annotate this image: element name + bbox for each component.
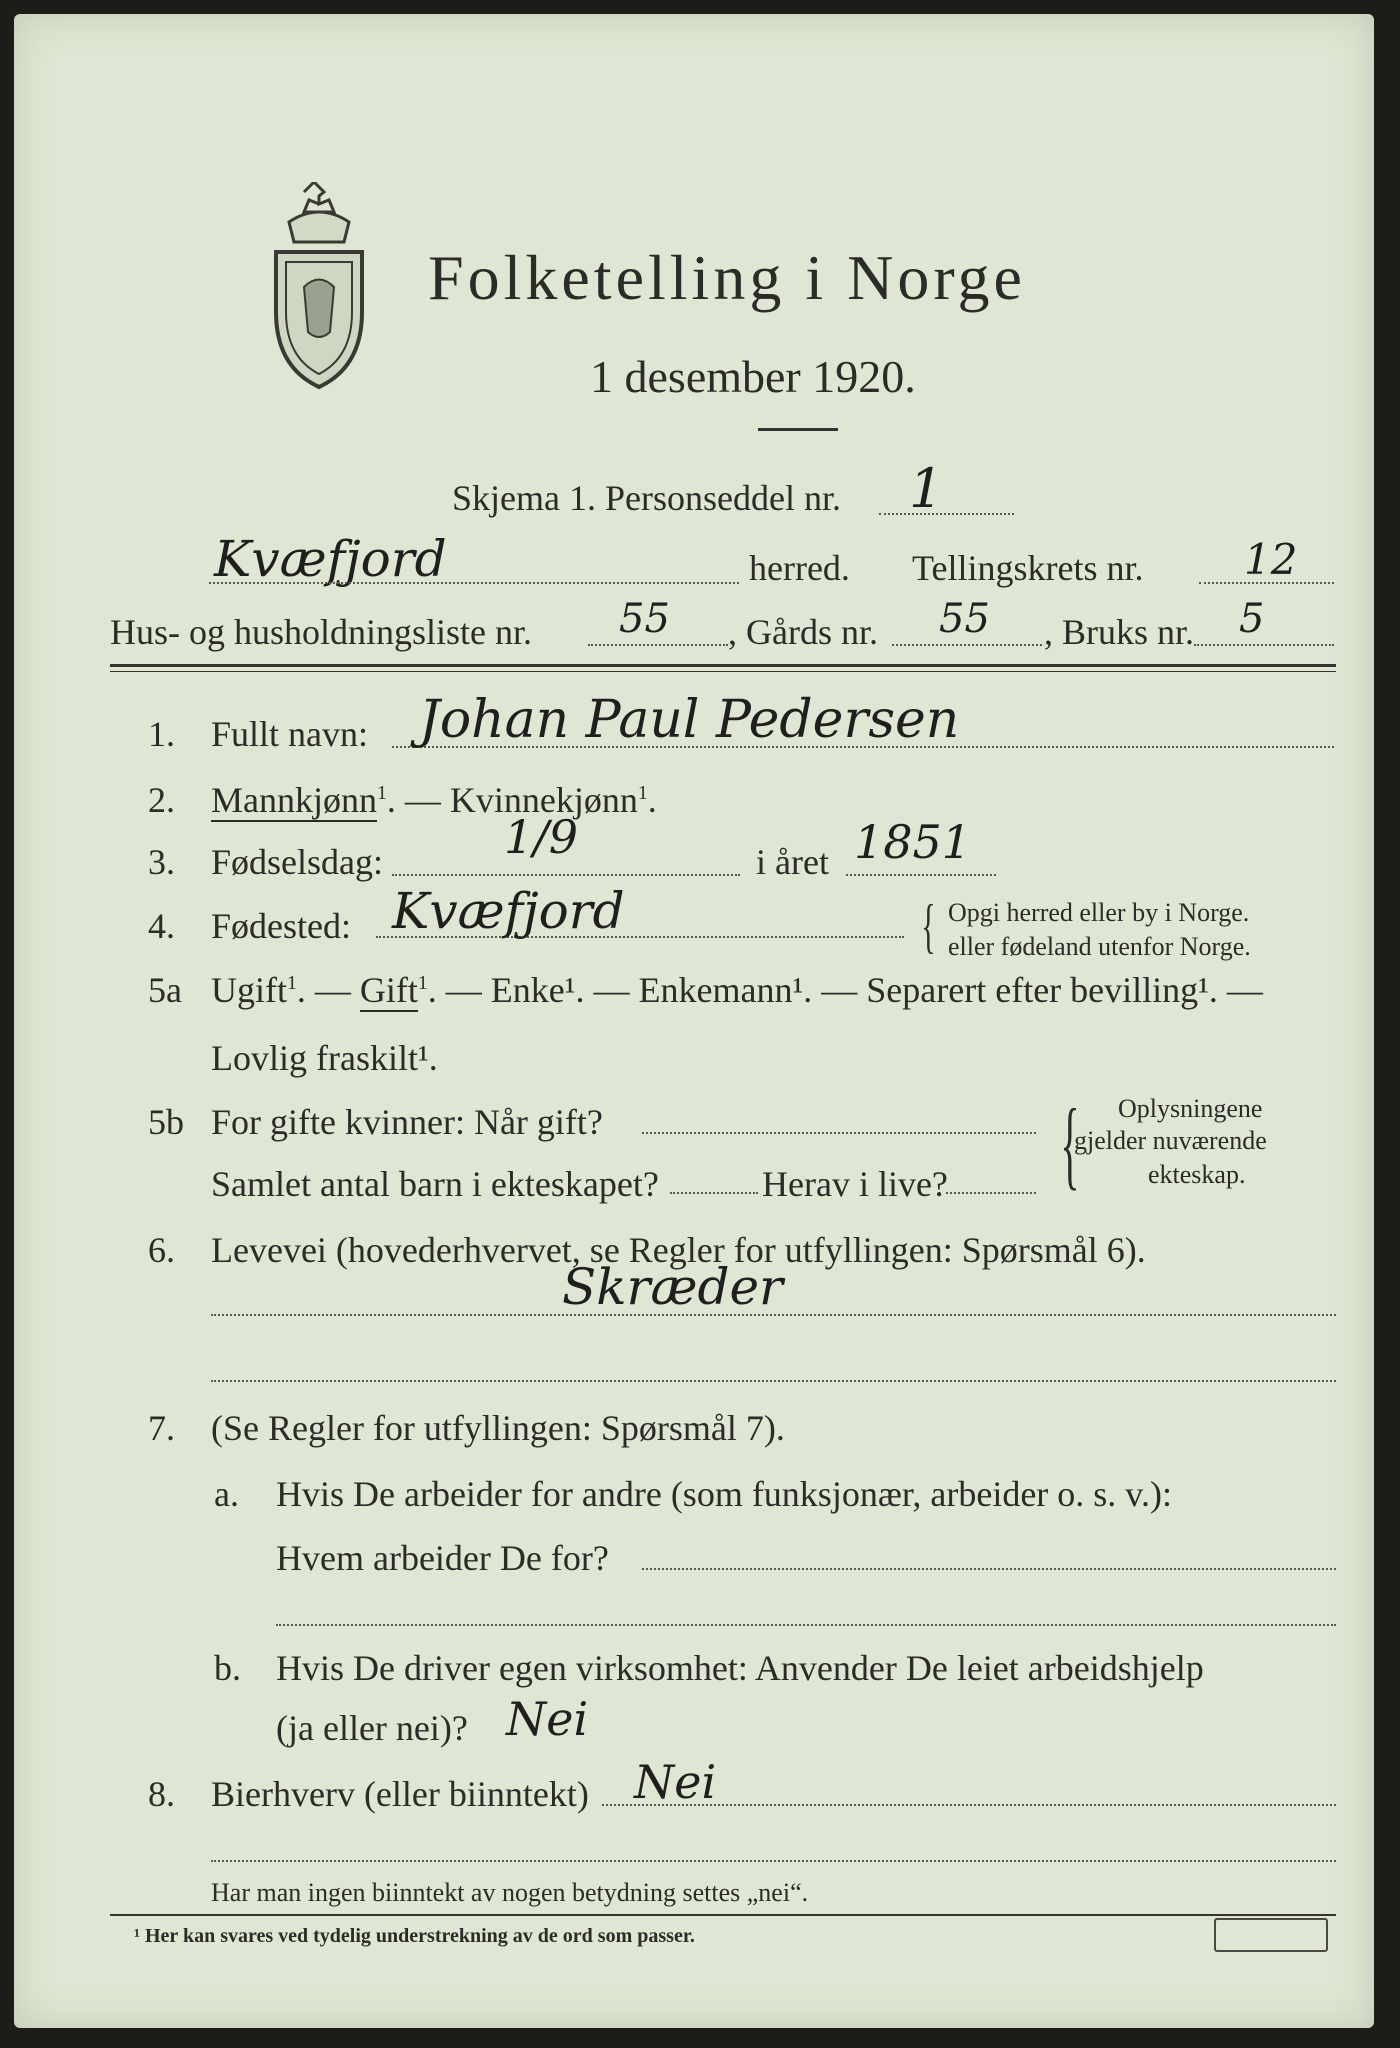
q4-note-1: Opgi herred eller by i Norge. — [948, 898, 1250, 927]
q7-label: (Se Regler for utfyllingen: Spørsmål 7). — [211, 1408, 785, 1448]
footnote: ¹ Her kan svares ved tydelig understrekning av de ord som passer. — [134, 1925, 695, 1947]
bruks-value: 5 — [1239, 596, 1265, 642]
q3-value: 1/9 — [504, 810, 579, 864]
printer-stamp — [1214, 1918, 1328, 1952]
q7a-line-2 — [276, 1624, 1336, 1626]
census-date: 1 desember 1920. — [590, 351, 916, 402]
q2-line: Mannkjønn$^1$. — Kvinnekjønn$^1$. — [211, 780, 657, 820]
q5a-line: Ugift$^1$. — Gift$^1$. — Enke¹. — Enkemann¹. — Separert efter bevilling¹. — — [211, 970, 1263, 1010]
q5b-label: For gifte kvinner: Når gift? — [211, 1102, 603, 1142]
q7a-label-2: Hvem arbeider De for? — [276, 1538, 609, 1578]
gards-label: , Gårds nr. — [728, 612, 878, 652]
q5a-ugift: Ugift — [211, 970, 287, 1010]
q2-end: . — [647, 780, 657, 820]
q5b-note-3: ekteskap. — [1148, 1160, 1246, 1189]
q1-label: Fullt navn: — [211, 714, 369, 754]
herred-label: herred. — [749, 548, 850, 588]
q8-number: 8. — [148, 1774, 175, 1814]
q6-value: Skræder — [562, 1258, 783, 1316]
bruks-line — [1194, 644, 1334, 646]
q2-number: 2. — [148, 780, 175, 820]
form-title: Folketelling i Norge — [428, 242, 1026, 313]
q7a-letter: a. — [214, 1474, 239, 1514]
q1-value: Johan Paul Pedersen — [419, 690, 960, 750]
footer-note: Har man ingen biinntekt av nogen betydning settes „nei“. — [211, 1878, 809, 1907]
q3-year-label: i året — [756, 842, 829, 882]
q2-male-option: Mannkjønn — [211, 780, 377, 820]
title-divider — [758, 428, 838, 431]
q6-number: 6. — [148, 1230, 175, 1270]
header-double-rule-2 — [110, 671, 1336, 672]
personseddel-value: 1 — [909, 457, 944, 520]
q5b-label-3: Herav i live? — [762, 1164, 948, 1204]
census-form-sheet — [14, 14, 1374, 2028]
husliste-label: Hus- og husholdningsliste nr. — [110, 612, 533, 652]
q5a-rest: . — Enke¹. — Enkemann¹. — Separert efter bevilling¹. — — [427, 970, 1263, 1010]
personseddel-line — [879, 513, 1014, 515]
gards-line — [892, 644, 1042, 646]
q4-note-2: eller fødeland utenfor Norge. — [948, 932, 1251, 961]
q5b-brace: { — [1060, 1088, 1080, 1199]
q6-line-1 — [211, 1314, 1336, 1316]
q4-number: 4. — [148, 906, 175, 946]
footnote-rule — [110, 1914, 1336, 1916]
q5a-line-2: Lovlig fraskilt¹. — [211, 1038, 438, 1078]
q2-female-option: . — Kvinnekjønn — [386, 780, 638, 820]
q6-label: Levevei (hovederhvervet, se Regler for utfyllingen: Spørsmål 6). — [211, 1230, 1146, 1270]
q5b-note-2: gjelder nuværende — [1074, 1126, 1267, 1155]
q5b-note-1: Oplysningene — [1118, 1094, 1263, 1123]
q5b-label-2: Samlet antal barn i ekteskapet? — [211, 1164, 659, 1204]
q8-label: Bierhverv (eller biinntekt) — [211, 1774, 589, 1814]
herred-line — [209, 582, 739, 584]
q3-line — [392, 874, 740, 876]
q1-number: 1. — [148, 714, 175, 754]
q3-label: Fødselsdag: — [211, 842, 384, 882]
q3-year-line — [846, 874, 996, 876]
husliste-value: 55 — [619, 596, 670, 642]
header-double-rule-1 — [110, 664, 1336, 667]
q7b-value: Nei — [506, 1692, 589, 1746]
herred-value: Kvæfjord — [214, 530, 447, 588]
q7-number: 7. — [148, 1408, 175, 1448]
q5a-number: 5a — [148, 970, 182, 1010]
skjema-label: Skjema 1. Personseddel nr. — [452, 478, 841, 518]
q7a-label: Hvis De arbeider for andre (som funksjonær, arbeider o. s. v.): — [276, 1474, 1172, 1514]
husliste-line — [588, 644, 728, 646]
q5b-children-line — [670, 1192, 758, 1194]
q7b-label: Hvis De driver egen virksomhet: Anvender De leiet arbeidshjelp — [276, 1648, 1204, 1688]
q4-label: Fødested: — [211, 906, 351, 946]
gards-value: 55 — [939, 596, 990, 642]
q8-line-2 — [211, 1860, 1336, 1862]
q5b-alive-line — [946, 1192, 1036, 1194]
q3-number: 3. — [148, 842, 175, 882]
q7b-letter: b. — [214, 1648, 241, 1688]
q7a-line-1 — [642, 1568, 1336, 1570]
q5a-gift: Gift — [359, 970, 418, 1010]
norway-coat-of-arms-icon — [264, 182, 374, 392]
tellingskrets-label: Tellingskrets nr. — [912, 548, 1144, 588]
tellingskrets-value: 12 — [1244, 535, 1298, 584]
q4-value: Kvæfjord — [392, 882, 625, 940]
q5b-when-line — [642, 1132, 1036, 1134]
q8-value: Nei — [634, 1755, 717, 1809]
q4-brace: { — [921, 893, 936, 959]
q5b-number: 5b — [148, 1102, 184, 1142]
bruks-label: , Bruks nr. — [1044, 612, 1195, 652]
q7b-label-2: (ja eller nei)? — [276, 1708, 468, 1748]
q3-year-value: 1851 — [854, 815, 972, 869]
q6-line-2 — [211, 1380, 1336, 1382]
